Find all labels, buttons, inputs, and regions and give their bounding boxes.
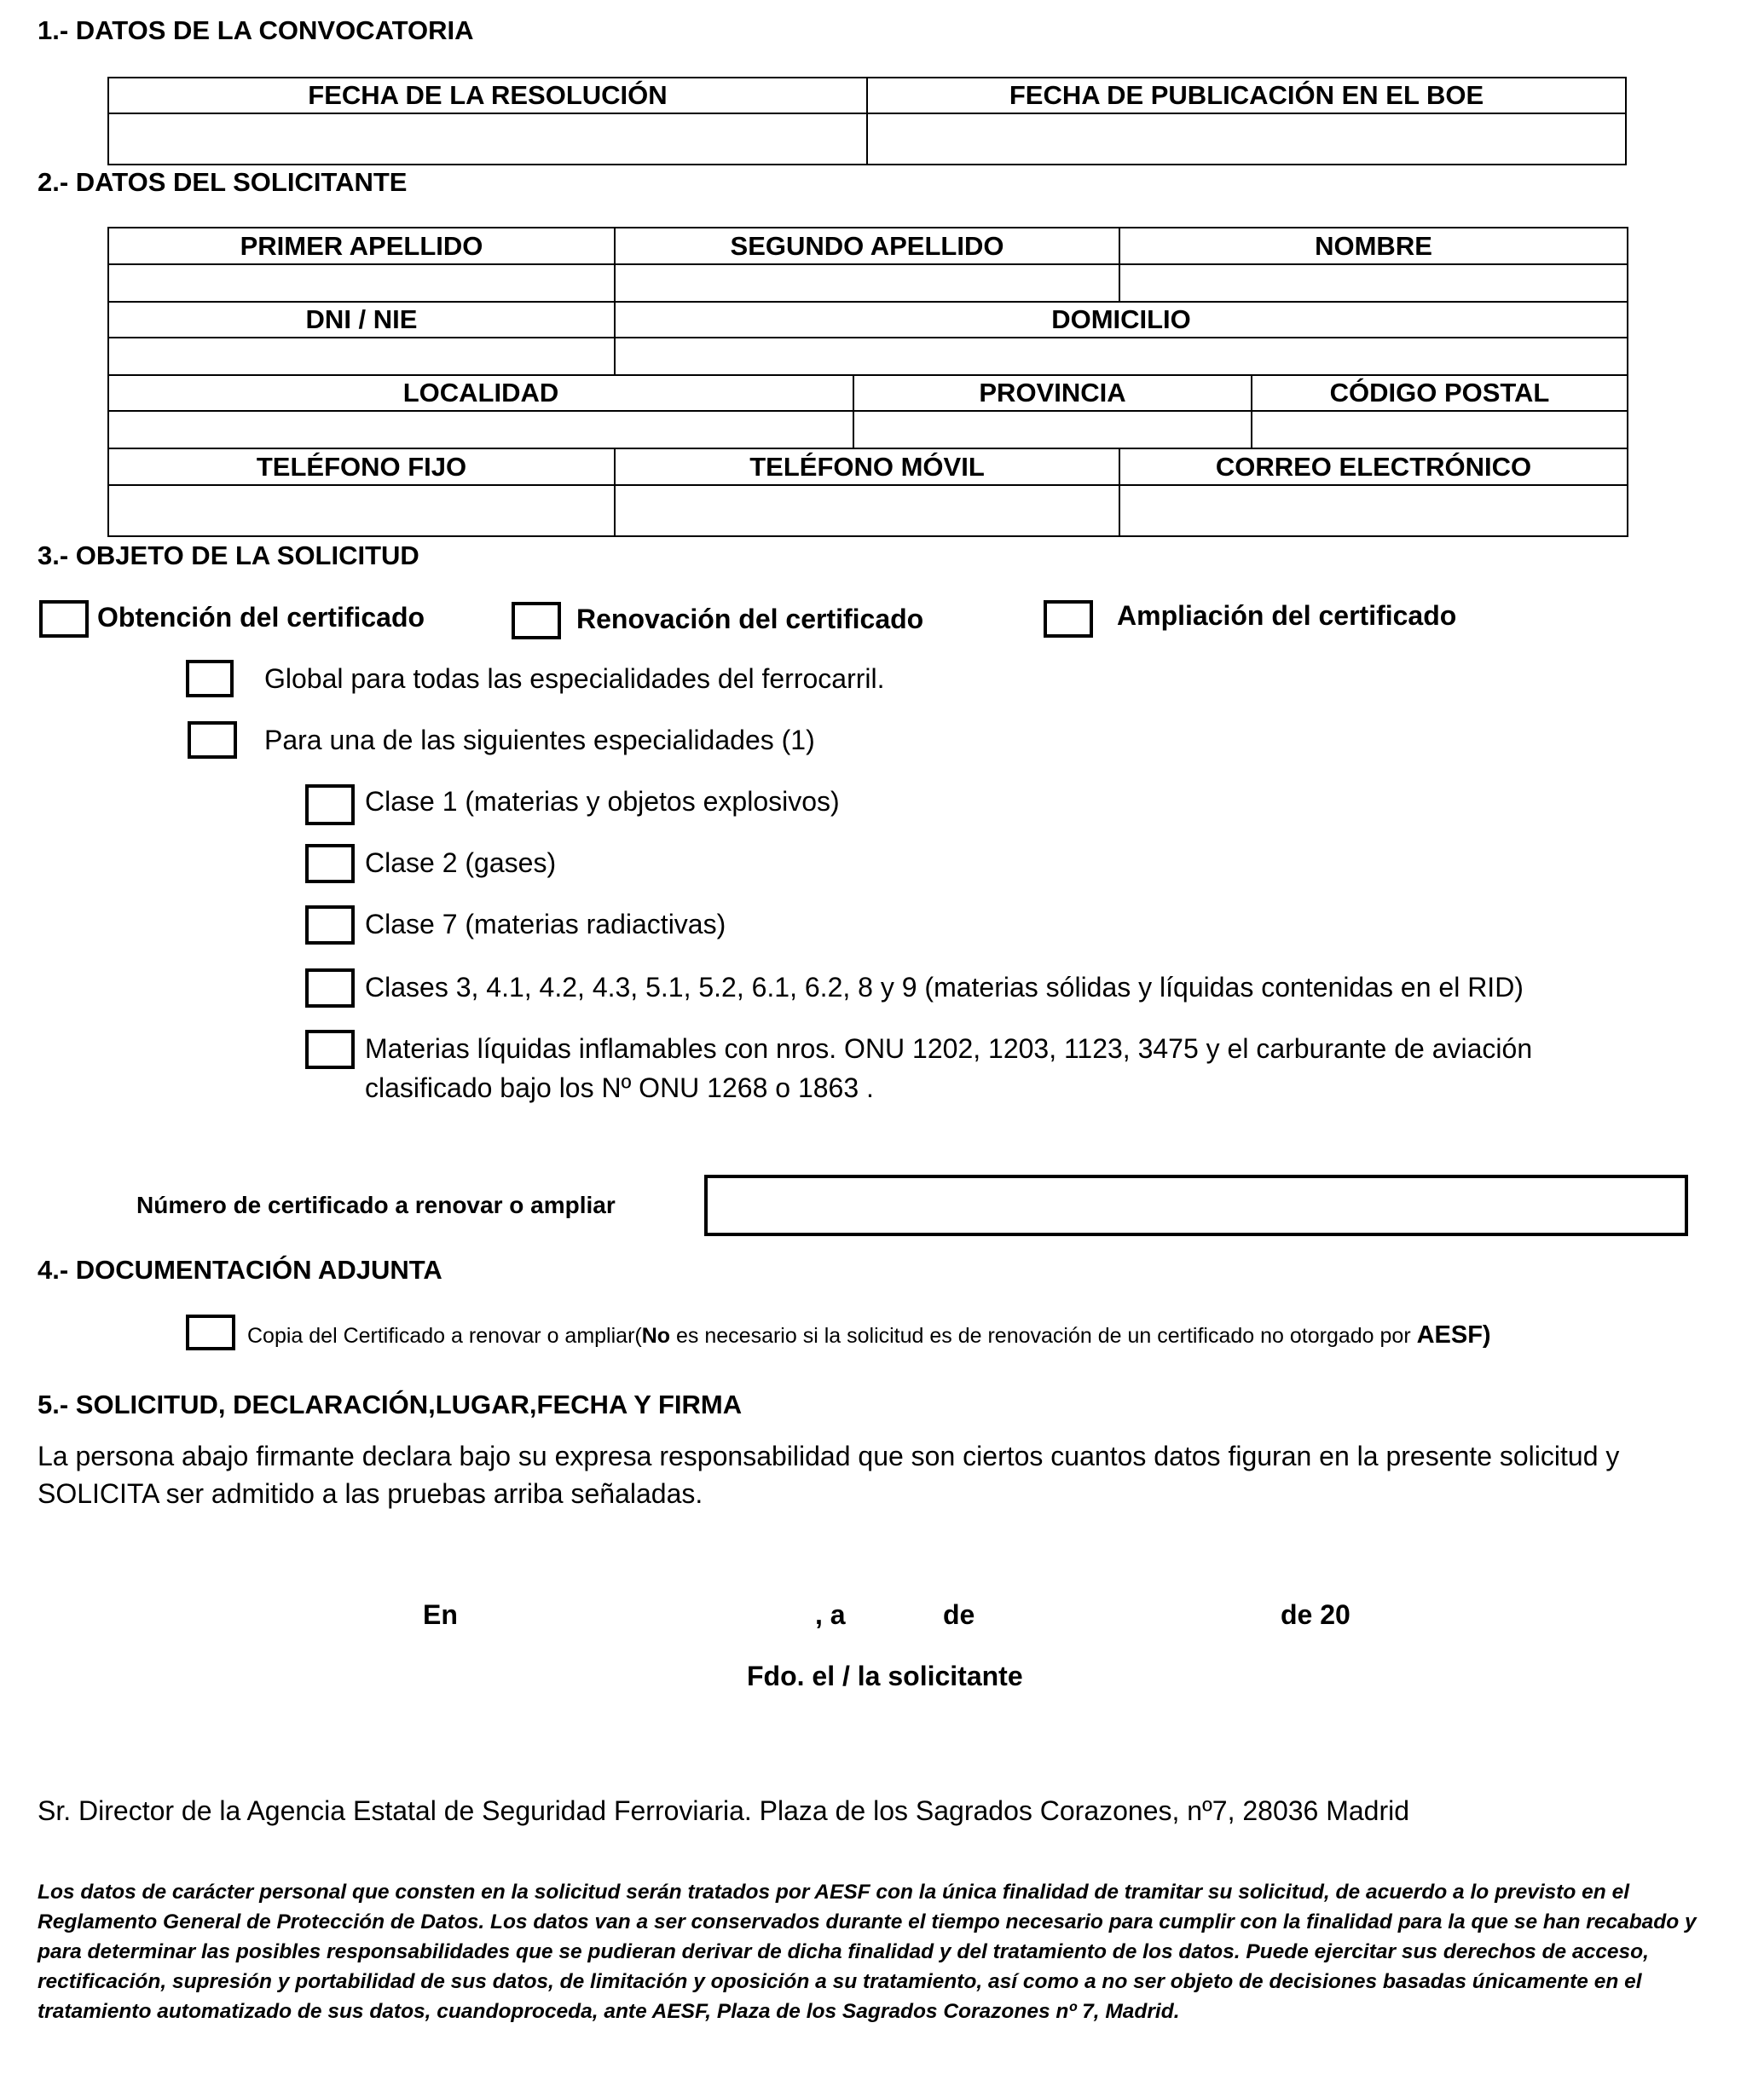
header-localidad: LOCALIDAD [108,375,853,411]
doc-label-rest: es necesario si la solicitud es de renovación de un certificado no otorgado por [670,1324,1417,1348]
section-1-title: 1.- DATOS DE LA CONVOCATORIA [38,15,474,45]
section-5-title: 5.- SOLICITUD, DECLARACIÓN,LUGAR,FECHA Y FIRMA [38,1390,743,1419]
header-telefono-fijo: TELÉFONO FIJO [108,448,615,485]
place-de: de [943,1599,975,1630]
input-domicilio[interactable] [615,338,1628,375]
checkbox-renovacion[interactable] [512,602,561,639]
doc-label-text: Copia del Certificado a renovar o ampliar( [247,1324,642,1348]
checkbox-clase-7[interactable] [305,905,355,945]
header-nombre: NOMBRE [1119,228,1628,264]
header-primer-apellido: PRIMER APELLIDO [108,228,615,264]
label-especialidad: Para una de las siguientes especialidades (1) [264,725,815,755]
input-dni-nie[interactable] [108,338,615,375]
checkbox-liquidos-inflamables[interactable] [305,1030,355,1069]
checkbox-clase-2[interactable] [305,844,355,883]
label-renovacion: Renovación del certificado [576,604,924,634]
header-provincia: PROVINCIA [853,375,1252,411]
label-clase-7: Clase 7 (materias radiactivas) [365,909,726,939]
place-en: En [423,1599,458,1630]
input-nombre[interactable] [1119,264,1628,302]
input-correo-electronico[interactable] [1119,485,1628,536]
doc-label-aesf: AESF) [1416,1321,1491,1349]
label-liquidos-inflamables-1: Materias líquidas inflamables con nros. ONU 1202, 1203, 1123, 3475 y el carburante de aviación [365,1033,1533,1064]
label-clase-1: Clase 1 (materias y objetos explosivos) [365,786,840,817]
label-obtencion: Obtención del certificado [97,602,425,633]
header-codigo-postal: CÓDIGO POSTAL [1252,375,1628,411]
label-ampliacion: Ampliación del certificado [1117,600,1457,631]
place-de-20: de 20 [1281,1599,1350,1630]
input-numero-certificado[interactable] [704,1175,1688,1236]
input-provincia[interactable] [853,411,1252,448]
section-2-title: 2.- DATOS DEL SOLICITANTE [38,167,408,197]
label-global: Global para todas las especialidades del ferrocarril. [264,663,885,694]
input-fecha-publicacion[interactable] [867,113,1626,165]
checkbox-global[interactable] [186,660,234,697]
header-segundo-apellido: SEGUNDO APELLIDO [615,228,1119,264]
checkbox-especialidad[interactable] [188,721,237,759]
input-telefono-movil[interactable] [615,485,1119,536]
input-primer-apellido[interactable] [108,264,615,302]
checkbox-copia-certificado[interactable] [186,1315,235,1350]
header-fecha-publicacion: FECHA DE PUBLICACIÓN EN EL BOE [867,78,1626,113]
section-3-title: 3.- OBJETO DE LA SOLICITUD [38,540,419,570]
label-clase-2: Clase 2 (gases) [365,847,557,878]
checkbox-obtencion[interactable] [39,600,89,638]
input-telefono-fijo[interactable] [108,485,615,536]
addressee: Sr. Director de la Agencia Estatal de Seguridad Ferroviaria. Plaza de los Sagrados Corazones, nº7, 28036 Madrid [38,1795,1410,1826]
convocatoria-table [107,77,1627,165]
checkbox-ampliacion[interactable] [1044,600,1093,638]
header-telefono-movil: TELÉFONO MÓVIL [615,448,1119,485]
checkbox-clase-1[interactable] [305,784,355,825]
input-fecha-resolucion[interactable] [108,113,867,165]
label-clases-varias: Clases 3, 4.1, 4.2, 4.3, 5.1, 5.2, 6.1, 6.2, 8 y 9 (materias sólidas y líquidas contenidas en el RID) [365,972,1524,1003]
input-localidad[interactable] [108,411,853,448]
checkbox-clases-varias[interactable] [305,968,355,1008]
input-codigo-postal[interactable] [1252,411,1628,448]
header-correo-electronico: CORREO ELECTRÓNICO [1119,448,1628,485]
declaration-text: La persona abajo firmante declara bajo su expresa responsabilidad que son ciertos cuantos datos figuran en la presente solicitud y SOLICITA ser admitido a las pruebas arriba señaladas. [38,1441,1620,1509]
label-liquidos-inflamables-2: clasificado bajo los Nº ONU 1268 o 1863 . [365,1072,874,1103]
label-copia-certificado [247,1321,1491,1350]
header-dni-nie: DNI / NIE [108,302,615,338]
legal-notice: Los datos de carácter personal que consten en la solicitud serán tratados por AESF con la única finalidad de tramitar su solicitud, de acuerdo a lo previsto en el Reglamento General de Protección de Datos. Los datos van a ser conservados durante el tiempo necesario para cumplir con la finalidad para la que se han recabado y para determinar las posibles responsabilidades que se pudieran derivar de dicha finalidad y del tratamiento de los datos. Puede ejercitar sus derechos de acceso, rectificación, supresión y portabilidad de sus datos, de limitación y oposición a su tratamiento, así como a no ser objeto de decisiones basadas únicamente en el tratamiento automatizado de sus datos, cuandoproceda, ante AESF, Plaza de los Sagrados Corazones nº 7, Madrid. [38,1881,1697,2023]
section-4-title: 4.- DOCUMENTACIÓN ADJUNTA [38,1255,442,1285]
header-fecha-resolucion: FECHA DE LA RESOLUCIÓN [108,78,867,113]
doc-label-no: No [641,1324,671,1348]
header-domicilio: DOMICILIO [615,302,1628,338]
solicitante-table [107,227,1628,537]
signature-label: Fdo. el / la solicitante [747,1661,1023,1691]
input-segundo-apellido[interactable] [615,264,1119,302]
place-a: , a [815,1599,846,1630]
label-numero-certificado: Número de certificado a renovar o ampliar [136,1192,616,1218]
